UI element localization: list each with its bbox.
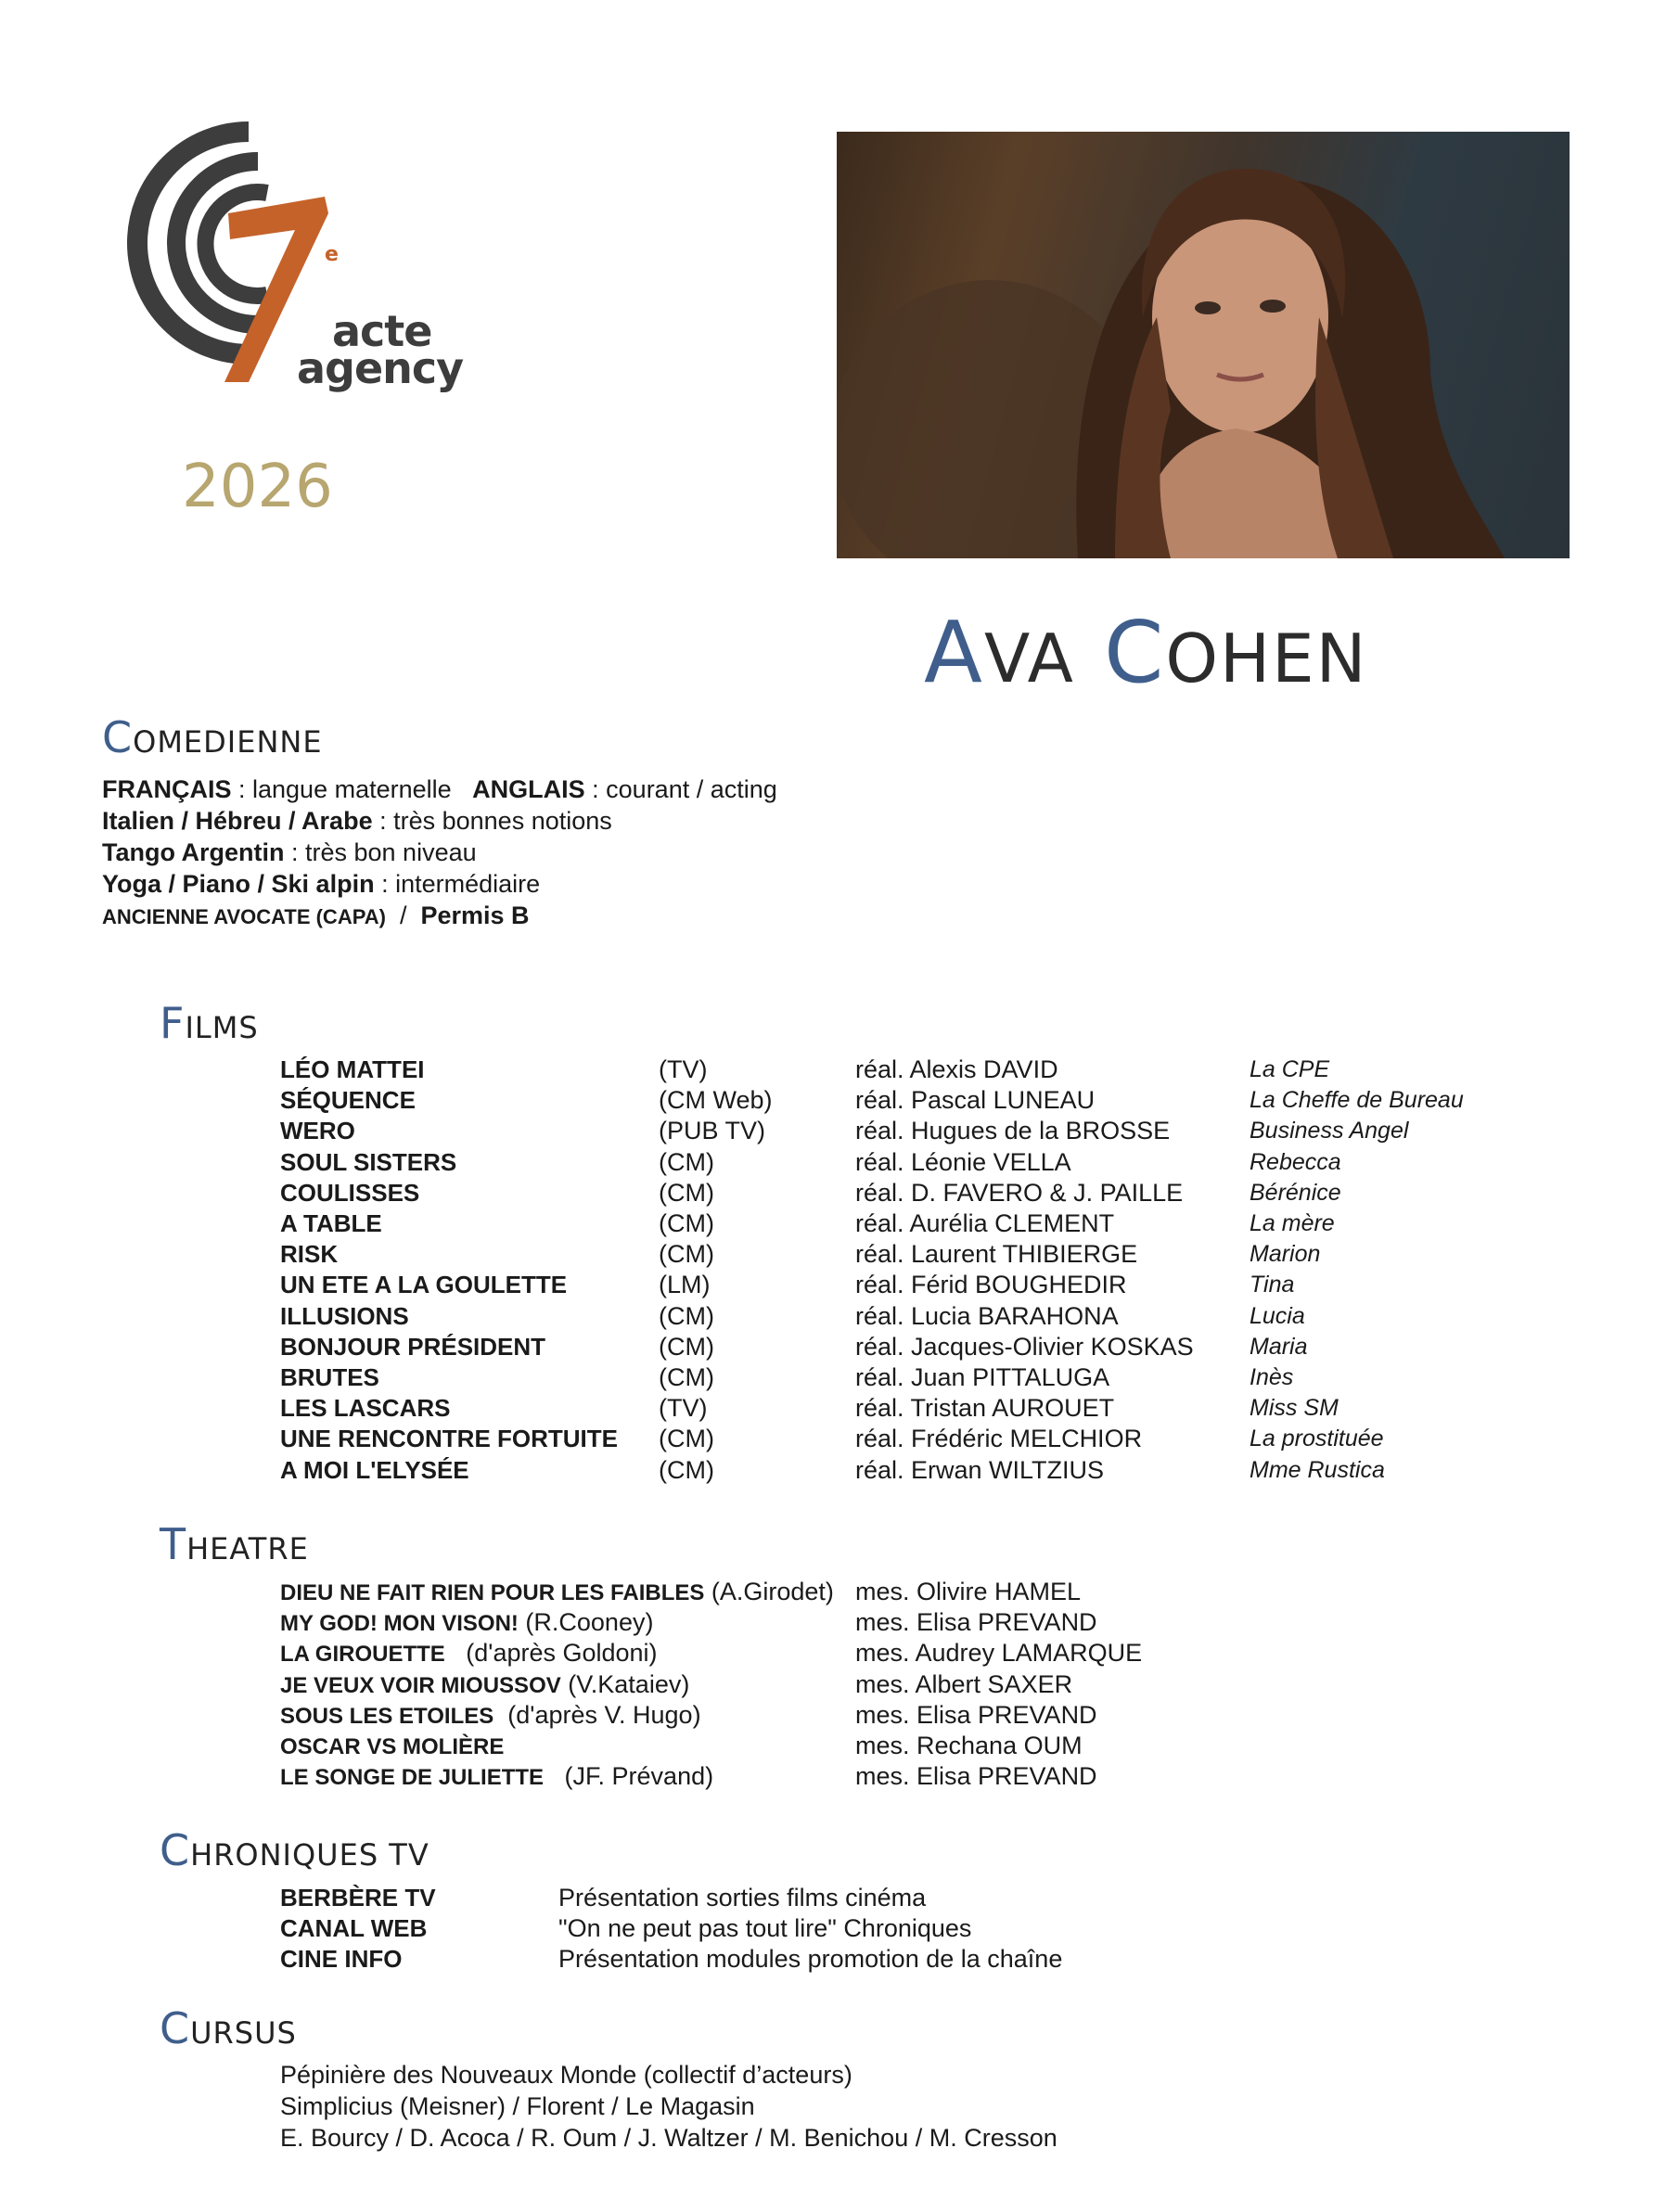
film-director: réal. Férid BOUGHEDIR — [855, 1271, 1127, 1299]
film-role: Bérénice — [1250, 1179, 1341, 1206]
theatre-author: (R.Cooney) — [518, 1608, 654, 1637]
film-row — [280, 1084, 1634, 1116]
film-director: réal. Erwan WILTZIUS — [855, 1455, 1105, 1484]
theatre-author: (d'après Goldoni) — [444, 1639, 658, 1668]
cursus-line: Pépinière des Nouveaux Monde (collectif d’acteurs) — [280, 2061, 852, 2089]
profile-block — [102, 774, 777, 933]
theatre-title — [280, 1637, 658, 1670]
theatre-director: mes. Elisa PREVAND — [855, 1762, 1097, 1791]
theatre-author: (V.Kataiev) — [560, 1669, 690, 1698]
film-type: (CM) — [659, 1209, 714, 1237]
theatre-play-title: JE VEUX VOIR MIOUSSOV — [280, 1672, 561, 1698]
year-label: 2026 — [182, 453, 333, 521]
film-type: (CM Web) — [659, 1086, 773, 1115]
theatre-row — [280, 1760, 1579, 1792]
cursus-line: Simplicius (Meisner) / Florent / Le Magasin — [280, 2092, 755, 2120]
film-type: (CM) — [659, 1147, 714, 1176]
film-title: SOUL SISTERS — [280, 1147, 457, 1176]
film-row — [280, 1177, 1634, 1208]
theatre-director: mes. Olivire HAMEL — [855, 1578, 1082, 1605]
theatre-director: mes. Albert SAXER — [855, 1669, 1073, 1698]
theatre-row — [280, 1730, 1579, 1761]
film-title: SÉQUENCE — [280, 1086, 416, 1115]
chronique-description: Présentation modules promotion de la chaîne — [558, 1945, 1063, 1974]
profile-line-notions: Italien / Hébreu / Arabe : très bonnes notions — [102, 807, 612, 835]
film-title: COULISSES — [280, 1178, 420, 1207]
film-row — [280, 1300, 1634, 1332]
profile-line-career: ANCIENNE AVOCATE (CAPA) / Permis B — [102, 901, 530, 929]
theatre-director: mes. Elisa PREVAND — [855, 1608, 1097, 1637]
chronique-row — [280, 1912, 1486, 1944]
film-role: Lucia — [1250, 1302, 1305, 1329]
theatre-play-title: MY GOD! MON VISON! — [280, 1611, 519, 1637]
theatre-author: (A.Girodet) — [704, 1578, 834, 1605]
film-role: Marion — [1250, 1241, 1321, 1268]
theatre-author: (JF. Prévand) — [544, 1762, 714, 1791]
film-role: Miss SM — [1250, 1395, 1339, 1422]
film-director: réal. Laurent THIBIERGE — [855, 1240, 1138, 1269]
film-title: RISK — [280, 1240, 339, 1269]
profile-line-languages: FRANÇAIS : langue maternelle ANGLAIS : courant / acting — [102, 775, 777, 803]
film-title: WERO — [280, 1117, 355, 1145]
section-heading-films: FILMS — [160, 998, 259, 1048]
film-title: LES LASCARS — [280, 1394, 451, 1423]
section-heading-cursus: CURSUS — [160, 2003, 297, 2053]
film-role: Business Angel — [1250, 1118, 1409, 1144]
chronique-row — [280, 1943, 1486, 1975]
cursus-block — [280, 2059, 1057, 2154]
chronique-row — [280, 1882, 1486, 1913]
film-row — [280, 1146, 1634, 1178]
section-heading-chroniques: CHRONIQUES TV — [160, 1825, 429, 1875]
film-type: (TV) — [659, 1394, 708, 1423]
theatre-play-title: LA GIROUETTE — [280, 1642, 445, 1668]
film-role: La CPE — [1250, 1056, 1330, 1082]
film-row — [280, 1423, 1634, 1454]
film-director: réal. Juan PITTALUGA — [855, 1363, 1110, 1391]
film-row — [280, 1208, 1634, 1239]
profile-line-tango: Tango Argentin : très bon niveau — [102, 838, 477, 866]
logo-text-agency: agency — [297, 343, 464, 393]
film-title: UN ETE A LA GOULETTE — [280, 1271, 568, 1299]
theatre-title — [280, 1699, 701, 1733]
film-type: (CM) — [659, 1363, 714, 1391]
films-table — [280, 1054, 1634, 1499]
actor-name: AVA COHEN — [924, 603, 1368, 702]
film-row — [280, 1454, 1634, 1486]
film-director: réal. Lucia BARAHONA — [855, 1301, 1119, 1330]
film-title: BRUTES — [280, 1363, 379, 1391]
film-row — [280, 1269, 1634, 1300]
film-director: réal. D. FAVERO & J. PAILLE — [855, 1178, 1184, 1207]
film-type: (CM) — [659, 1332, 714, 1361]
film-role: La prostituée — [1250, 1426, 1384, 1452]
theatre-director: mes. Elisa PREVAND — [855, 1700, 1097, 1729]
film-type: (CM) — [659, 1178, 714, 1207]
film-type: (CM) — [659, 1301, 714, 1330]
theatre-row — [280, 1637, 1579, 1669]
theatre-author: (d'après V. Hugo) — [493, 1700, 701, 1729]
film-row — [280, 1392, 1634, 1424]
film-role: Mme Rustica — [1250, 1456, 1385, 1483]
theatre-row — [280, 1576, 1579, 1607]
theatre-row — [280, 1669, 1579, 1700]
theatre-row — [280, 1699, 1579, 1731]
film-row — [280, 1054, 1634, 1085]
logo-superscript: e — [325, 243, 338, 266]
film-director: réal. Jacques-Olivier KOSKAS — [855, 1332, 1194, 1361]
headshot-photo — [837, 132, 1570, 558]
film-type: (CM) — [659, 1425, 714, 1453]
theatre-play-title: SOUS LES ETOILES — [280, 1703, 494, 1729]
chroniques-table — [280, 1882, 1486, 1979]
film-type: (LM) — [659, 1271, 711, 1299]
chronique-title: CINE INFO — [280, 1945, 403, 1974]
film-row — [280, 1238, 1634, 1270]
film-role: Tina — [1250, 1272, 1295, 1298]
chronique-description: Présentation sorties films cinéma — [558, 1884, 927, 1912]
film-title: A TABLE — [280, 1209, 382, 1237]
profile-line-skills: Yoga / Piano / Ski alpin : intermédiaire — [102, 870, 541, 898]
film-director: réal. Alexis DAVID — [855, 1055, 1058, 1083]
theatre-table — [280, 1576, 1579, 1803]
film-title: ILLUSIONS — [280, 1301, 409, 1330]
theatre-director: mes. Rechana OUM — [855, 1732, 1083, 1759]
film-type: (TV) — [659, 1055, 708, 1083]
film-director: réal. Léonie VELLA — [855, 1147, 1071, 1176]
section-heading-comedienne: COMEDIENNE — [102, 712, 323, 762]
section-heading-theatre: THEATRE — [160, 1519, 309, 1569]
chronique-title: CANAL WEB — [280, 1914, 428, 1943]
logo-text-acte: acte — [332, 306, 432, 356]
theatre-play-title: OSCAR VS MOLIÈRE — [280, 1734, 505, 1759]
theatre-row — [280, 1606, 1579, 1638]
film-type: (CM) — [659, 1455, 714, 1484]
film-role: Rebecca — [1250, 1148, 1341, 1175]
film-role: La mère — [1250, 1210, 1335, 1236]
film-type: (PUB TV) — [659, 1117, 766, 1145]
theatre-title — [280, 1730, 504, 1763]
theatre-title — [280, 1606, 653, 1640]
theatre-director: mes. Audrey LAMARQUE — [855, 1639, 1143, 1668]
film-director: réal. Hugues de la BROSSE — [855, 1117, 1171, 1145]
agency-logo — [109, 104, 462, 410]
theatre-play-title: DIEU NE FAIT RIEN POUR LES FAIBLES — [280, 1580, 705, 1605]
film-role: La Cheffe de Bureau — [1250, 1087, 1464, 1114]
film-row — [280, 1331, 1634, 1362]
film-role: Inès — [1250, 1364, 1294, 1390]
film-title: LÉO MATTEI — [280, 1055, 425, 1083]
theatre-title — [280, 1669, 689, 1702]
film-title: A MOI L'ELYSÉE — [280, 1455, 469, 1484]
film-row — [280, 1362, 1634, 1393]
theatre-title — [280, 1760, 713, 1794]
theatre-play-title: LE SONGE DE JULIETTE — [280, 1765, 545, 1791]
film-director: réal. Aurélia CLEMENT — [855, 1209, 1115, 1237]
film-director: réal. Tristan AUROUET — [855, 1394, 1115, 1423]
film-director: réal. Pascal LUNEAU — [855, 1086, 1096, 1115]
chronique-title: BERBÈRE TV — [280, 1884, 436, 1912]
film-title: BONJOUR PRÉSIDENT — [280, 1332, 546, 1361]
theatre-title — [280, 1576, 834, 1609]
cursus-line: E. Bourcy / D. Acoca / R. Oum / J. Waltzer / M. Benichou / M. Cresson — [280, 2124, 1057, 2152]
chronique-description: "On ne peut pas tout lire" Chroniques — [558, 1914, 972, 1943]
film-title: UNE RENCONTRE FORTUITE — [280, 1425, 618, 1453]
film-director: réal. Frédéric MELCHIOR — [855, 1425, 1143, 1453]
film-row — [280, 1115, 1634, 1146]
film-type: (CM) — [659, 1240, 714, 1269]
film-role: Maria — [1250, 1333, 1308, 1360]
